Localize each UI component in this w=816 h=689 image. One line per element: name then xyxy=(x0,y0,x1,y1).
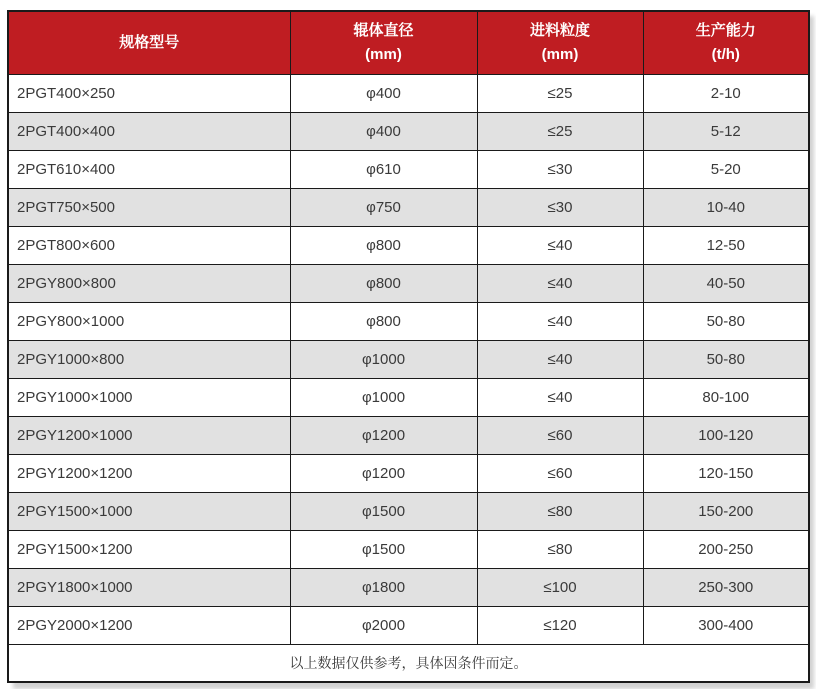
value-cell: 150-200 xyxy=(643,493,809,531)
table-row xyxy=(8,531,809,569)
spec-table-body xyxy=(8,75,809,645)
header-label-roller-diameter: 辊体直径 xyxy=(353,22,414,39)
header-cell-model xyxy=(8,11,290,75)
table-row xyxy=(8,151,809,189)
value-cell: φ1000 xyxy=(290,379,477,417)
value-cell: 40-50 xyxy=(643,265,809,303)
value-cell: 5-20 xyxy=(643,151,809,189)
table-row xyxy=(8,341,809,379)
header-row xyxy=(8,11,809,75)
model-cell: 2PGY1500×1000 xyxy=(8,493,290,531)
value-cell: φ1000 xyxy=(290,341,477,379)
header-unit-capacity: (t/h) xyxy=(711,46,740,63)
value-cell: 5-12 xyxy=(643,113,809,151)
value-cell: ≤80 xyxy=(477,531,643,569)
value-cell: ≤30 xyxy=(477,189,643,227)
value-cell: φ750 xyxy=(290,189,477,227)
value-cell: 2-10 xyxy=(643,75,809,113)
value-cell: 50-80 xyxy=(643,341,809,379)
model-cell: 2PGY1500×1200 xyxy=(8,531,290,569)
value-cell: 250-300 xyxy=(643,569,809,607)
model-cell: 2PGT610×400 xyxy=(8,151,290,189)
header-cell-capacity xyxy=(643,11,809,75)
value-cell: ≤40 xyxy=(477,227,643,265)
value-cell: ≤40 xyxy=(477,303,643,341)
value-cell: ≤60 xyxy=(477,455,643,493)
value-cell: 10-40 xyxy=(643,189,809,227)
value-cell: ≤80 xyxy=(477,493,643,531)
table-row xyxy=(8,189,809,227)
value-cell: φ400 xyxy=(290,113,477,151)
model-cell: 2PGT400×400 xyxy=(8,113,290,151)
model-cell: 2PGT800×600 xyxy=(8,227,290,265)
value-cell: ≤25 xyxy=(477,75,643,113)
header-unit-roller-diameter: (mm) xyxy=(365,46,402,63)
table-row xyxy=(8,303,809,341)
model-cell: 2PGT400×250 xyxy=(8,75,290,113)
table-row xyxy=(8,75,809,113)
header-label-model: 规格型号 xyxy=(119,34,180,51)
value-cell: 100-120 xyxy=(643,417,809,455)
table-row xyxy=(8,569,809,607)
value-cell: 120-150 xyxy=(643,455,809,493)
value-cell: ≤40 xyxy=(477,379,643,417)
spec-table-header xyxy=(8,11,809,75)
footnote-row xyxy=(8,645,809,683)
value-cell: ≤120 xyxy=(477,607,643,645)
table-row xyxy=(8,493,809,531)
value-cell: φ400 xyxy=(290,75,477,113)
table-row xyxy=(8,607,809,645)
model-cell: 2PGY1000×800 xyxy=(8,341,290,379)
model-cell: 2PGY800×1000 xyxy=(8,303,290,341)
value-cell: φ1800 xyxy=(290,569,477,607)
value-cell: ≤40 xyxy=(477,341,643,379)
model-cell: 2PGY1200×1200 xyxy=(8,455,290,493)
header-cell-roller-diameter xyxy=(290,11,477,75)
header-unit-feed-size: (mm) xyxy=(541,46,579,63)
table-row xyxy=(8,113,809,151)
header-label-feed-size: 进料粒度 xyxy=(529,22,590,39)
model-cell: 2PGT750×500 xyxy=(8,189,290,227)
value-cell: φ800 xyxy=(290,303,477,341)
value-cell: 200-250 xyxy=(643,531,809,569)
value-cell: 300-400 xyxy=(643,607,809,645)
model-cell: 2PGY1200×1000 xyxy=(8,417,290,455)
spec-table-container xyxy=(7,10,808,683)
spec-table xyxy=(7,10,810,683)
model-cell: 2PGY800×800 xyxy=(8,265,290,303)
footnote-cell: 以上数据仅供参考，具体因条件而定。 xyxy=(8,645,809,683)
model-cell: 2PGY1000×1000 xyxy=(8,379,290,417)
table-row xyxy=(8,455,809,493)
value-cell: φ800 xyxy=(290,265,477,303)
table-row xyxy=(8,265,809,303)
value-cell: 50-80 xyxy=(643,303,809,341)
table-row xyxy=(8,227,809,265)
value-cell: φ1200 xyxy=(290,417,477,455)
header-cell-feed-size xyxy=(477,11,643,75)
value-cell: ≤30 xyxy=(477,151,643,189)
table-row xyxy=(8,417,809,455)
value-cell: φ1500 xyxy=(290,493,477,531)
value-cell: ≤100 xyxy=(477,569,643,607)
value-cell: φ610 xyxy=(290,151,477,189)
value-cell: φ2000 xyxy=(290,607,477,645)
value-cell: φ1200 xyxy=(290,455,477,493)
header-label-capacity: 生产能力 xyxy=(695,22,756,39)
value-cell: 12-50 xyxy=(643,227,809,265)
value-cell: ≤25 xyxy=(477,113,643,151)
value-cell: φ800 xyxy=(290,227,477,265)
model-cell: 2PGY1800×1000 xyxy=(8,569,290,607)
table-row xyxy=(8,379,809,417)
value-cell: ≤60 xyxy=(477,417,643,455)
model-cell: 2PGY2000×1200 xyxy=(8,607,290,645)
value-cell: ≤40 xyxy=(477,265,643,303)
value-cell: φ1500 xyxy=(290,531,477,569)
spec-table-footer xyxy=(8,645,809,683)
value-cell: 80-100 xyxy=(643,379,809,417)
